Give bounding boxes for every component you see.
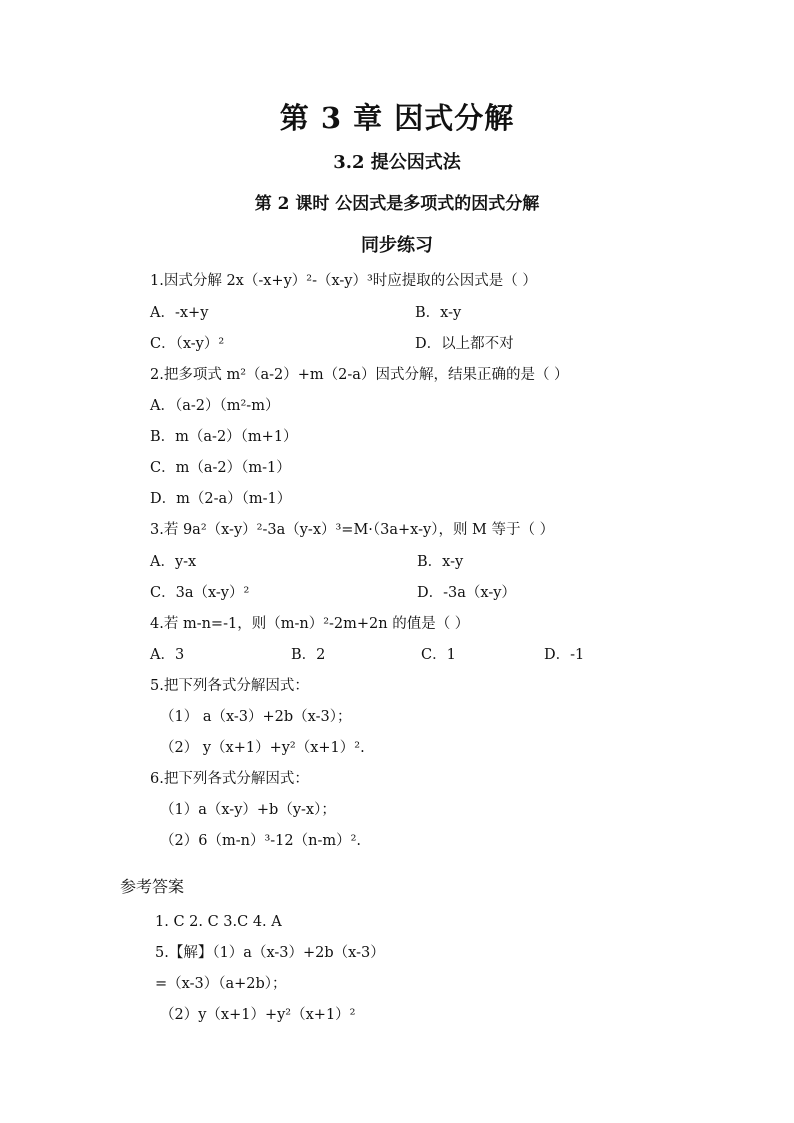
q4-option-d: D．-1 — [544, 647, 585, 663]
q4-option-a: A．3 — [150, 647, 185, 663]
question-5: 5.把下列各式分解因式： — [150, 678, 309, 694]
answers-heading: 参考答案 — [120, 877, 185, 896]
q1-option-d: D．以上都不对 — [415, 336, 514, 352]
q4-option-c: C．1 — [421, 647, 456, 663]
q1-option-c: C．（x-y）² — [150, 336, 225, 352]
q2-option-a: A．（a-2）（m²-m） — [150, 398, 280, 414]
question-3: 3.若 9a²（x-y）²-3a（y-x）³=M·（3a+x-y），则 M 等于（ ） — [150, 522, 555, 538]
q5-part-1: （1） a（x-3）+2b（x-3）； — [160, 709, 352, 725]
practice-heading: 同步练习 — [361, 235, 433, 256]
q4-option-b: B．2 — [291, 647, 326, 663]
q6-part-2: （2）6（m-n）³-12（n-m）². — [160, 833, 362, 849]
q1-option-a: A．-x+y — [150, 305, 209, 321]
q3-option-c: C．3a（x-y）² — [150, 585, 250, 601]
q6-part-1: （1）a（x-y）+b（y-x）； — [160, 802, 336, 818]
question-4: 4.若 m-n=-1，则（m-n）²-2m+2n 的值是（ ） — [150, 616, 470, 632]
answer-5-line-1: 5.【解】（1）a（x-3）+2b（x-3） — [155, 945, 385, 961]
chapter-title: 第 3 章 因式分解 — [279, 101, 515, 135]
q3-option-d: D．-3a（x-y） — [417, 585, 516, 601]
q1-option-b: B．x-y — [415, 305, 462, 321]
question-1: 1.因式分解 2x（-x+y）²-（x-y）³时应提取的公因式是（ ） — [150, 273, 537, 289]
section-title: 3.2 提公因式法 — [333, 152, 461, 173]
lesson-title: 第 2 课时 公因式是多项式的因式分解 — [254, 194, 540, 214]
q3-option-a: A．y-x — [150, 554, 197, 570]
answer-5-line-2: =（x-3）（a+2b）； — [155, 976, 287, 992]
answers-multiple-choice: 1. C 2. C 3.C 4. A — [155, 914, 282, 930]
q5-part-2: （2） y（x+1）+y²（x+1）². — [160, 740, 365, 756]
question-6: 6.把下列各式分解因式： — [150, 771, 309, 787]
q2-option-d: D．m（2-a）（m-1） — [150, 491, 292, 507]
q3-option-b: B．x-y — [417, 554, 464, 570]
answer-5-line-3: （2）y（x+1）+y²（x+1）² — [160, 1007, 356, 1023]
q2-option-b: B．m（a-2）（m+1） — [150, 429, 298, 445]
q2-option-c: C．m（a-2）（m-1） — [150, 460, 291, 476]
question-2: 2.把多项式 m²（a-2）+m（2-a）因式分解，结果正确的是（ ） — [150, 367, 569, 383]
